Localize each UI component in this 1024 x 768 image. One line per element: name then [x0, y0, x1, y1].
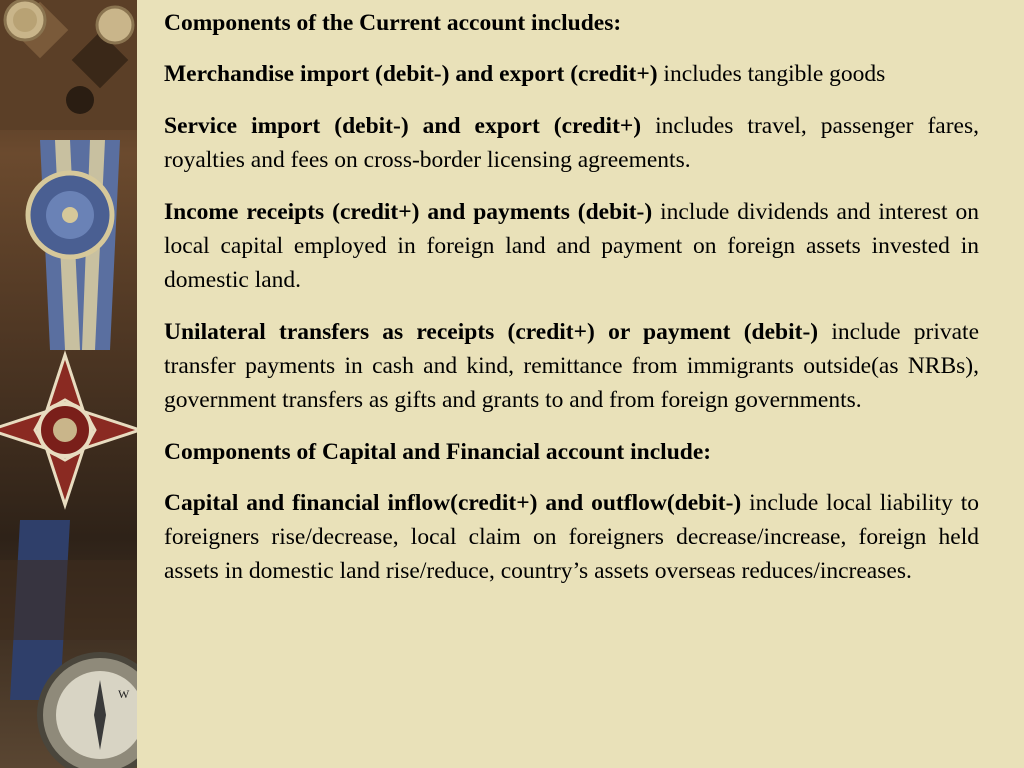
capital-term: Capital and financial inflow(credit+) and outflow(debit-): [164, 490, 742, 516]
unilateral-term: Unilateral transfers as receipts (credit+) or payment (debit-): [164, 319, 819, 345]
decorative-medal-image: [0, 0, 137, 768]
merchandise-desc: includes tangible goods: [663, 61, 886, 87]
slide-content: [164, 6, 979, 606]
service-desc: includes travel, passenger fares, royalties and fees on cross-border licensing agreements.: [164, 113, 979, 173]
capital-paragraph: [164, 486, 979, 588]
income-term: Income receipts (credit+) and payments (debit-): [164, 199, 653, 225]
capital-account-heading: Components of Capital and Financial account include:: [164, 439, 712, 465]
income-paragraph: [164, 195, 979, 297]
current-account-heading: Components of the Current account includes:: [164, 10, 622, 36]
merchandise-term: Merchandise import (debit-) and export (credit+): [164, 61, 658, 87]
svg-text:W: W: [118, 687, 130, 701]
service-term: Service import (debit-) and export (credit+): [164, 113, 642, 139]
unilateral-paragraph: [164, 315, 979, 417]
capital-desc: include local liability to foreigners rise/decrease, local claim on foreigners decrease/increase, foreign held assets in domestic land rise/reduce, country’s assets overseas reduces/increases.: [164, 490, 979, 584]
service-paragraph: [164, 109, 979, 177]
medal-illustration: [0, 0, 137, 768]
unilateral-desc: include private transfer payments in cash and kind, remittance from immigrants outside(as NRBs), government transfers as gifts and grants to and from foreign governments.: [164, 319, 980, 413]
merchandise-paragraph: [164, 57, 979, 91]
income-desc: include dividends and interest on local capital employed in foreign land and payment on foreign assets invested in domestic land.: [164, 199, 980, 293]
